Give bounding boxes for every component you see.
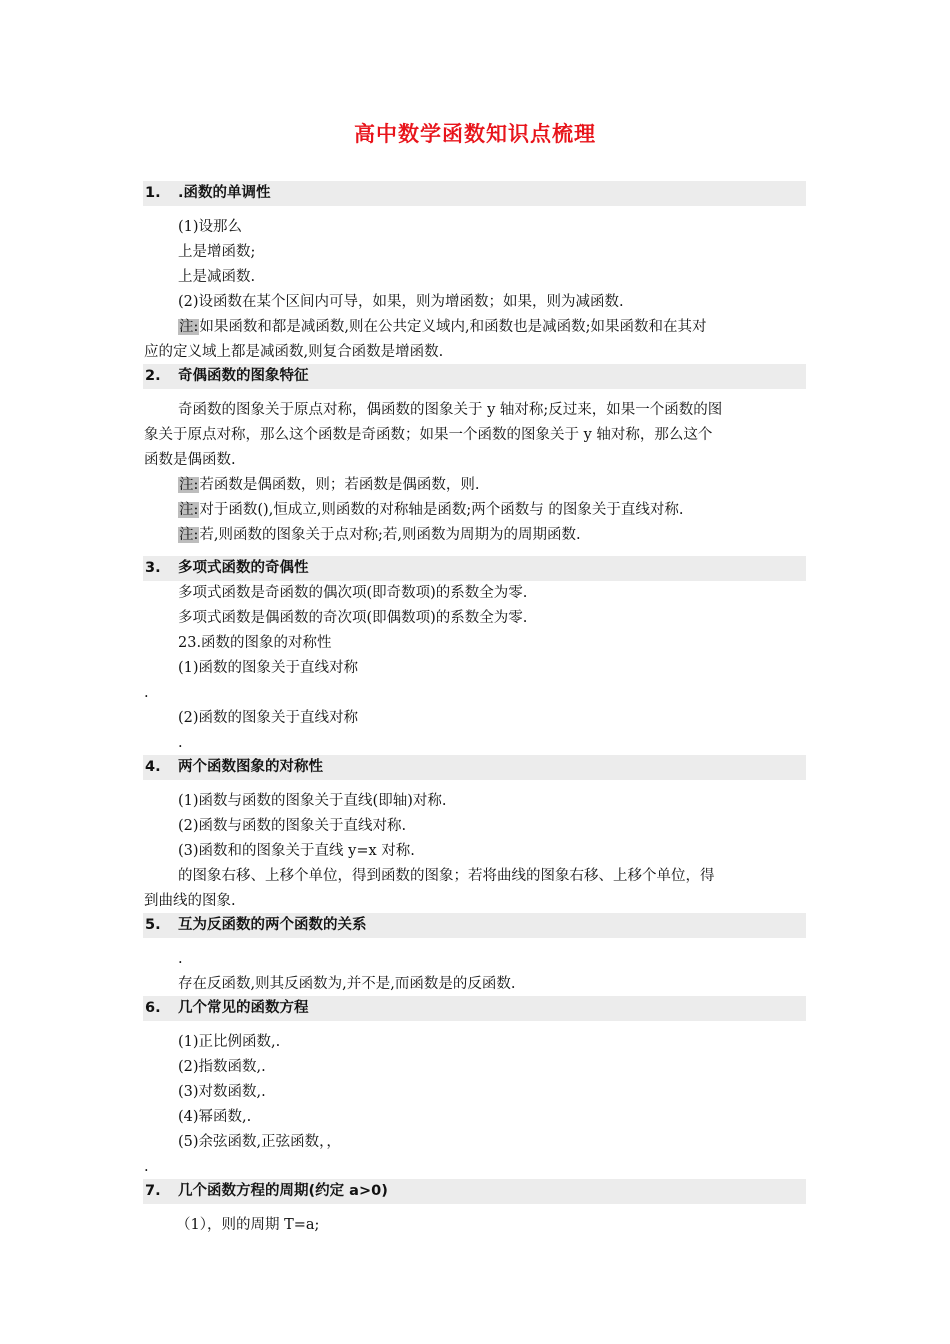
- section-number: 5.: [145, 917, 161, 933]
- text-line: (2)设函数在某个区间内可导，如果，则为增函数；如果，则为减函数.: [178, 294, 624, 310]
- text-line: 多项式函数是偶函数的奇次项(即偶数项)的系数全为零.: [178, 610, 528, 626]
- text-line: (3)函数和的图象关于直线 y=x 对称.: [178, 843, 415, 859]
- section-number: 6.: [145, 1000, 161, 1016]
- section-number: 7.: [145, 1183, 161, 1199]
- section-heading-7: [143, 1179, 806, 1204]
- section-heading-3: [143, 556, 806, 581]
- page-title: 高中数学函数知识点梳理: [354, 122, 596, 146]
- note-label: 注:: [179, 477, 199, 493]
- note-line: 注:若函数是偶函数，则；若函数是偶函数，则.: [179, 477, 480, 493]
- text-line: （1），则的周期 T=a;: [176, 1217, 320, 1233]
- text-line: .: [178, 735, 183, 751]
- text-line: .: [144, 685, 149, 701]
- note-label: 注:: [179, 527, 199, 543]
- text-line: 函数是偶函数.: [144, 452, 236, 468]
- text-line: .: [178, 951, 183, 967]
- text-line: 23.函数的图象的对称性: [178, 635, 332, 651]
- section-title: 两个函数图象的对称性: [178, 759, 323, 775]
- note-line: 注:若,则函数的图象关于点对称;若,则函数为周期为的周期函数.: [179, 527, 581, 543]
- text-line: (1)正比例函数,.: [178, 1034, 281, 1050]
- section-title: 几个函数方程的周期(约定 a>0): [178, 1183, 388, 1199]
- section-title: .函数的单调性: [178, 185, 271, 201]
- text-line: 到曲线的图象.: [144, 893, 236, 909]
- section-heading-6: [143, 996, 806, 1021]
- text-line: 应的定义域上都是减函数,则复合函数是增函数.: [144, 344, 444, 360]
- text-line: 多项式函数是奇函数的偶次项(即奇数项)的系数全为零.: [178, 585, 528, 601]
- section-number: 4.: [145, 759, 161, 775]
- note-label: 注:: [179, 502, 199, 518]
- note-line: 注:对于函数(),恒成立,则函数的对称轴是函数;两个函数与 的图象关于直线对称.: [179, 502, 684, 518]
- section-heading-5: [143, 913, 806, 938]
- text-line: (3)对数函数,.: [178, 1084, 266, 1100]
- text-line: .: [144, 1159, 149, 1175]
- section-number: 3.: [145, 560, 161, 576]
- section-title: 多项式函数的奇偶性: [178, 560, 309, 576]
- section-heading-4: [143, 755, 806, 780]
- text-line: (5)余弦函数,正弦函数，，: [178, 1134, 341, 1150]
- section-number: 2.: [145, 368, 161, 384]
- section-heading-2: [143, 364, 806, 389]
- text-line: 的图象右移、上移个单位，得到函数的图象；若将曲线的图象右移、上移个单位，得: [178, 868, 715, 884]
- section-title: 几个常见的函数方程: [178, 1000, 309, 1016]
- section-title: 互为反函数的两个函数的关系: [178, 917, 367, 933]
- text-line: 上是增函数;: [178, 244, 256, 260]
- text-line: 存在反函数,则其反函数为,并不是,而函数是的反函数.: [178, 976, 516, 992]
- section-number: 1.: [145, 185, 161, 201]
- text-line: 奇函数的图象关于原点对称，偶函数的图象关于 y 轴对称;反过来，如果一个函数的图: [178, 402, 723, 418]
- note-label: 注:: [179, 319, 199, 335]
- text-line: 象关于原点对称，那么这个函数是奇函数；如果一个函数的图象关于 y 轴对称，那么这个: [144, 427, 713, 443]
- text-line: (2)指数函数,.: [178, 1059, 266, 1075]
- text-line: (1)函数的图象关于直线对称: [178, 660, 359, 676]
- text-line: (2)函数与函数的图象关于直线对称.: [178, 818, 407, 834]
- section-heading-1: [143, 181, 806, 206]
- note-line: 注:如果函数和都是减函数,则在公共定义域内,和函数也是减函数;如果函数和在其对: [179, 319, 707, 335]
- text-line: (2)函数的图象关于直线对称: [178, 710, 359, 726]
- text-line: (4)幂函数,.: [178, 1109, 252, 1125]
- text-line: 上是减函数.: [178, 269, 256, 285]
- text-line: (1)设那么: [178, 219, 243, 235]
- text-line: (1)函数与函数的图象关于直线(即轴)对称.: [178, 793, 447, 809]
- section-title: 奇偶函数的图象特征: [178, 368, 309, 384]
